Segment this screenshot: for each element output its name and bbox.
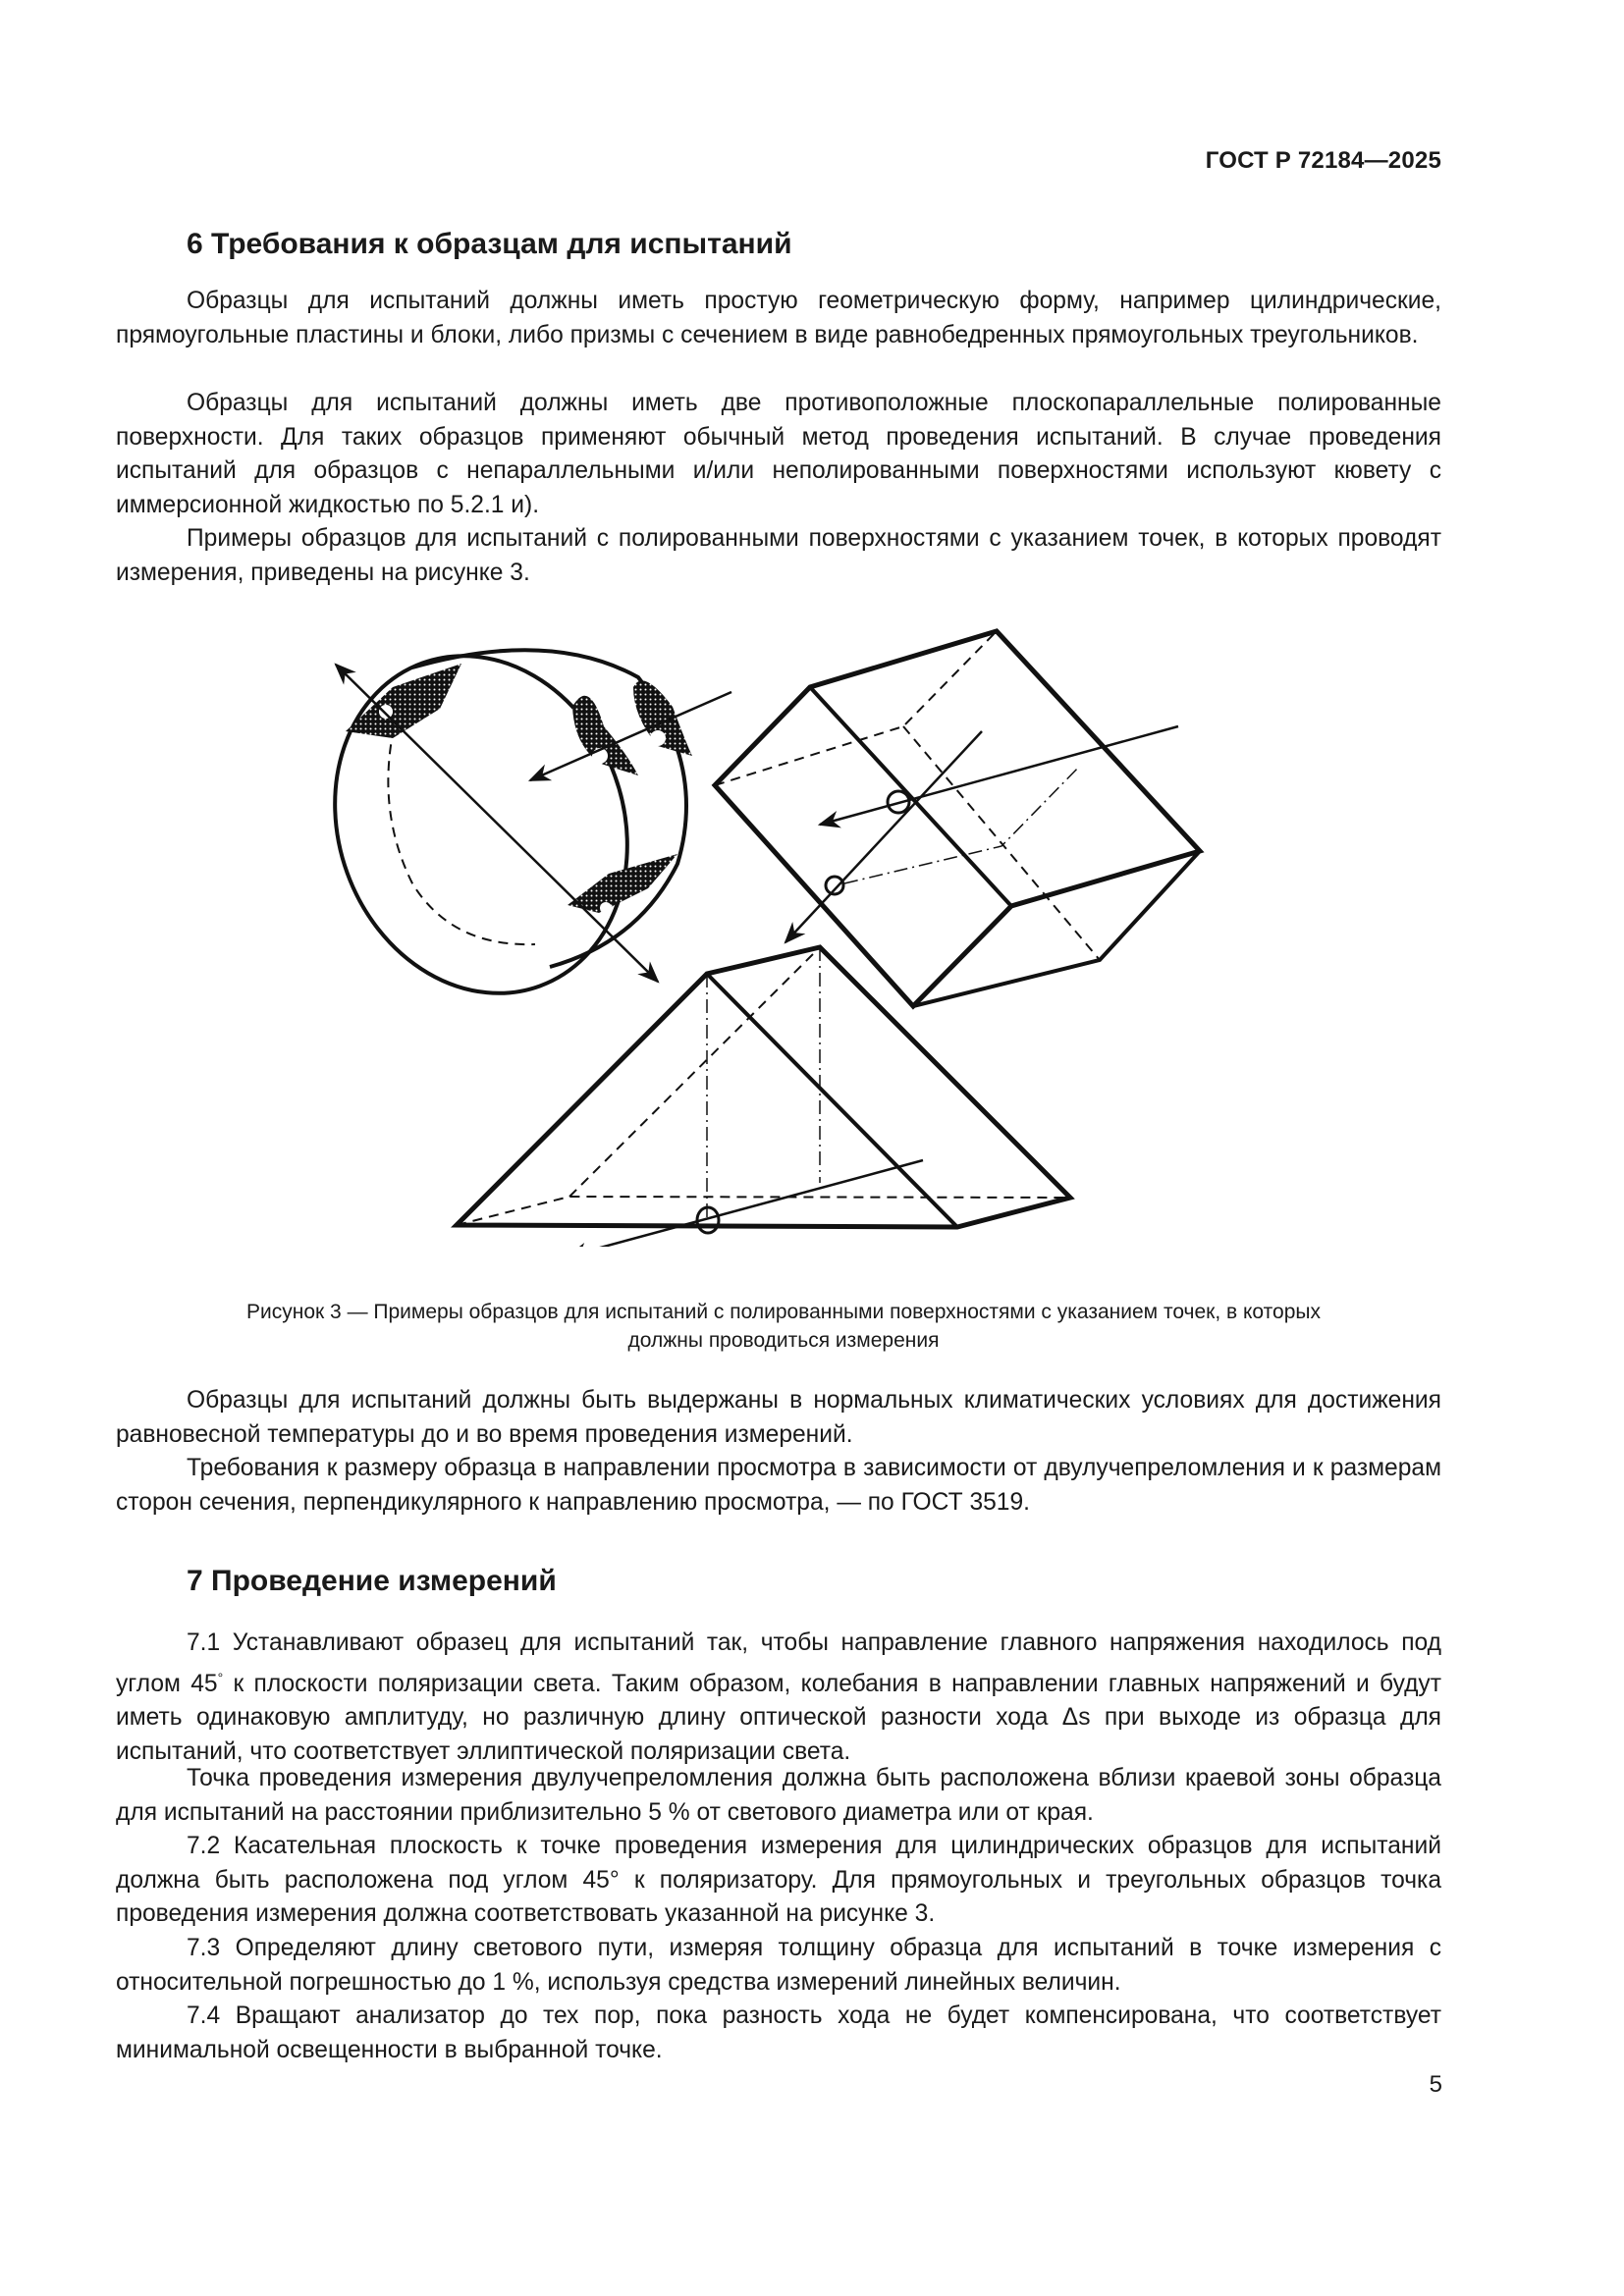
caption-line: должны проводиться измерения xyxy=(627,1329,940,1352)
paragraph xyxy=(116,1762,1441,1830)
paragraph xyxy=(116,387,1441,522)
paragraph-text: Образцы для испытаний должны быть выдержаны в нормальных климатических условиях для достижения равновесной температуры до и во время проведения измерений. xyxy=(116,1387,1441,1448)
figure-drawing xyxy=(314,618,1257,1247)
paragraph-text: Образцы для испытаний должны иметь простую геометрическую форму, например цилиндрические, прямоугольные пластины и блоки, либо призмы с сечением в виде равнобедренных прямоугольных треугольников. xyxy=(116,288,1441,348)
section-7-title: 7 Проведение измерений xyxy=(187,1565,557,1597)
cylinder-front-face xyxy=(314,618,674,1035)
paragraph-text: 7.2 Касательная плоскость к точке проведения измерения для цилиндрических образцов для испытаний должна быть расположена под углом 45° к поляризатору. Для прямоугольных и треугольных образцов точка проведения измерения должна соответствовать указанной на рисунке 3. xyxy=(116,1833,1441,1927)
rectangular-block-sample xyxy=(715,631,1200,1006)
paragraph-7-1 xyxy=(116,1627,1441,1769)
measurement-zone xyxy=(633,680,692,756)
document-code: ГОСТ Р 72184—2025 xyxy=(1205,147,1441,174)
measurement-point xyxy=(650,730,666,746)
figure-3 xyxy=(314,618,1257,1247)
caption-line: Рисунок 3 — Примеры образцов для испытаний с полированными поверхностями с указанием точек, в которых xyxy=(246,1301,1321,1323)
paragraph-text: 7.4 Вращают анализатор до тех пор, пока разность хода не будет компенсирована, что соответствует минимальной освещенности в выбранной точке. xyxy=(116,2002,1441,2063)
paragraph-text: к плоскости поляризации света. Таким образом, колебания в направлении главных напряжений и будут иметь одинаковую амплитуду, но различную длину оптической разности хода Δs при выходе из образца для испытаний, что соответствует эллиптической поляризации света. xyxy=(116,1670,1441,1765)
paragraph xyxy=(116,285,1441,352)
paragraph xyxy=(116,1384,1441,1452)
page-number: 5 xyxy=(1429,2071,1442,2098)
paragraph xyxy=(116,1452,1441,1520)
paragraph-text: 7.3 Определяют длину светового пути, измеряя толщину образца для испытаний в точке измерения с относительной погрешностью до 1 %, используя средства измерений линейных величин. xyxy=(116,1935,1441,1996)
paragraph-7-3 xyxy=(116,1932,1441,2000)
measurement-point xyxy=(379,705,393,719)
paragraph-text: Образцы для испытаний должны иметь две противоположные плоскопараллельные полированные поверхности. Для таких образцов применяют обычный метод проведения испытаний. В случае проведения испытаний для образцов с непараллельными и/или неполированными поверхностями используют кювету с иммерсионной жидкостью по 5.2.1 и). xyxy=(116,390,1441,518)
section-6-title: 6 Требования к образцам для испытаний xyxy=(187,228,792,260)
triangular-prism-sample xyxy=(457,947,1070,1247)
paragraph-text: Примеры образцов для испытаний с полированными поверхностями с указанием точек, в которых проводят измерения, приведены на рисунке 3. xyxy=(116,525,1441,586)
degree-symbol: ° xyxy=(217,1669,224,1685)
figure-caption xyxy=(116,1298,1451,1355)
paragraph-text: 7.1 Устанавливают образец для испытаний так, чтобы направление главного напряжения находилось под углом 45 xyxy=(116,1629,1441,1697)
measurement-point xyxy=(600,902,612,914)
paragraph-7-4 xyxy=(116,2000,1441,2067)
paragraph xyxy=(116,522,1441,590)
cylinder-sample xyxy=(314,618,731,1035)
paragraph-7-2 xyxy=(116,1830,1441,1932)
paragraph-text: Требования к размеру образца в направлении просмотра в зависимости от двулучепреломления и к размерам сторон сечения, перпендикулярного к направлению просмотра, — по ГОСТ 3519. xyxy=(116,1455,1441,1516)
paragraph-text: Точка проведения измерения двулучепреломления должна быть расположена вблизи краевой зоны образца для испытаний на расстоянии приблизительно 5 % от светового диаметра или от края. xyxy=(116,1765,1441,1826)
